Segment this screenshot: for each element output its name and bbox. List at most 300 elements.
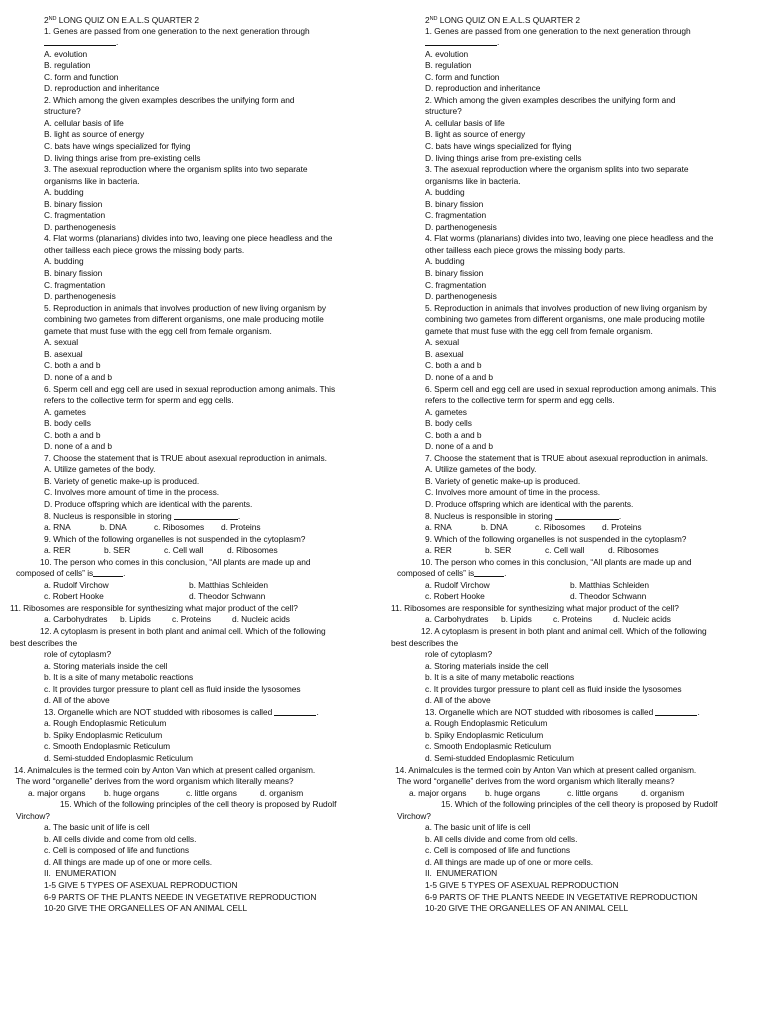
choice-text: b. Lipids [501,614,532,625]
quiz-line [10,210,382,222]
line-text: A. evolution [44,48,88,59]
line-text: 5. Reproduction in animals that involves production of new living organism by [425,302,707,313]
quiz-line [391,614,763,626]
line-text: D. Produce offspring which are identical with the parents. [44,498,253,509]
line-text: a. Rough Endoplasmic Reticulum [44,718,167,729]
choice-text: a. major organs [28,787,86,798]
line-text: A. budding [44,187,84,198]
quiz-body [391,26,763,915]
line-text: 6-9 PARTS OF THE PLANTS NEEDE IN VEGETATIVE REPRODUCTION [44,891,317,902]
line-text: C. fragmentation [44,210,106,221]
quiz-line [10,892,382,904]
line-text: B. binary fission [44,198,103,209]
quiz-line [10,349,382,361]
choice-text: c. Robert Hooke [44,591,104,602]
quiz-line [391,118,763,130]
quiz-line [391,868,763,880]
line-text: 8. Nucleus is responsible in storing [425,510,555,521]
line-text: A. gametes [44,406,86,417]
quiz-line [391,834,763,846]
line-text: A. evolution [425,48,469,59]
line-text: C. fragmentation [44,279,106,290]
quiz-line [10,245,382,257]
answer-blank [474,568,507,579]
quiz-line [391,245,763,257]
choice-text: c. Proteins [172,614,212,625]
line-text: 15. Which of the following principles of the cell theory is proposed by Rudolf [441,799,718,810]
quiz-line [391,418,763,430]
quiz-line [10,903,382,915]
line-text: C. bats have wings specialized for flying [44,141,191,152]
choice-text: d. Theodor Schwann [570,591,647,602]
quiz-line [391,880,763,892]
line-text: 7. Choose the statement that is TRUE about asexual reproduction in animals. [44,452,327,463]
line-text: best describes the [391,637,459,648]
line-text: b. All cells divide and come from old cells. [44,833,197,844]
line-text: b. All cells divide and come from old cells. [425,833,578,844]
choice-text: d. Theodor Schwann [189,591,266,602]
quiz-line [10,187,382,199]
quiz-line [10,268,382,280]
line-text: A. Utilize gametes of the body. [425,464,537,475]
quiz-title: 2ND LONG QUIZ ON E.A.L.S QUARTER 2 [425,15,581,25]
quiz-line [10,534,382,546]
line-text: 15. Which of the following principles of the cell theory is proposed by Rudolf [60,799,337,810]
line-text: c. Smooth Endoplasmic Reticulum [425,741,551,752]
line-text: B. Variety of genetic make-up is produced. [425,475,581,486]
line-text-end: . [316,706,319,717]
line-text: A. Utilize gametes of the body. [44,464,156,475]
line-text: 4. Flat worms (planarians) divides into two, leaving one piece headless and the [44,233,333,244]
line-text: 14. Animalcules is the termed coin by Anton Van which at present called organism. [395,764,697,775]
line-text: D. Produce offspring which are identical with the parents. [425,498,634,509]
quiz-line [391,857,763,869]
quiz-line [10,418,382,430]
quiz-line [391,603,763,615]
line-text: other tailless each piece grows the missing body parts. [425,244,626,255]
quiz-line [10,441,382,453]
choice-text: a. major organs [409,787,467,798]
quiz-line [391,26,763,38]
line-text: b. It is a site of many metabolic reactions [44,672,194,683]
line-text-end: . [116,37,119,48]
line-text: 14. Animalcules is the termed coin by Anton Van which at present called organism. [14,764,316,775]
quiz-line [391,372,763,384]
line-text: combining two gametes from different organisms, one male producing motile [425,314,705,325]
line-text: D. none of a and b [425,441,494,452]
line-text: B. light as source of energy [44,129,145,140]
line-text: 9. Which of the following organelles is not suspended in the cytoplasm? [44,533,306,544]
line-text: B. binary fission [425,198,484,209]
line-text: A. gametes [425,406,467,417]
choice-text: a. Rudolf Virchow [44,579,109,590]
quiz-line [10,522,382,534]
line-text: d. All things are made up of one or more cells. [44,856,213,867]
quiz-line [10,776,382,788]
line-text: C. both a and b [425,429,482,440]
quiz-line [391,326,763,338]
quiz-line [391,37,763,49]
line-text: B. regulation [425,60,472,71]
quiz-line [391,256,763,268]
line-text: 3. The asexual reproduction where the organism splits into two separate [44,164,308,175]
quiz-line [391,60,763,72]
quiz-line [391,453,763,465]
line-text: organisms like in bacteria. [425,175,521,186]
quiz-line [391,811,763,823]
quiz-line [391,360,763,372]
quiz-line [10,614,382,626]
quiz-line [10,845,382,857]
line-text: 11. Ribosomes are responsible for synthesizing what major product of the cell? [391,602,679,613]
quiz-line [391,280,763,292]
choice-text: b. SER [485,545,512,556]
quiz-line [10,280,382,292]
quiz-line [391,695,763,707]
quiz-line [391,430,763,442]
line-text: a. The basic unit of life is cell [425,822,531,833]
quiz-line [10,129,382,141]
choice-text: d. organism [260,787,304,798]
choice-text: b. huge organs [104,787,160,798]
line-text: refers to the collective term for sperm and egg cells. [44,395,234,406]
answer-blank [555,510,622,521]
quiz-line [391,499,763,511]
quiz-line [10,60,382,72]
line-text: II. ENUMERATION [44,868,117,879]
quiz-line [391,707,763,719]
quiz-line [10,83,382,95]
quiz-line [10,568,382,580]
quiz-line [10,372,382,384]
line-text: 4. Flat worms (planarians) divides into two, leaving one piece headless and the [425,233,714,244]
line-text: C. Involves more amount of time in the process. [44,487,219,498]
quiz-line [10,545,382,557]
choice-text: a. RNA [425,522,452,533]
line-text: structure? [44,106,81,117]
quiz-line [10,822,382,834]
line-text: D. reproduction and inheritance [425,83,541,94]
quiz-line [391,291,763,303]
quiz-line [10,511,382,523]
line-text: D. reproduction and inheritance [44,83,160,94]
quiz-line [10,638,382,650]
quiz-line [10,476,382,488]
line-text-end: . [123,568,126,579]
choice-text: b. SER [104,545,131,556]
line-text: C. fragmentation [425,279,487,290]
line-text: c. Cell is composed of life and functions [425,845,571,856]
line-text: 13. Organelle which are NOT studded with ribosomes is called [44,706,275,717]
quiz-line [10,684,382,696]
line-text: D. living things arise from pre-existing cells [425,152,582,163]
line-text: Virchow? [16,810,50,821]
quiz-line [391,580,763,592]
line-text: 1-5 GIVE 5 TYPES OF ASEXUAL REPRODUCTION [44,880,238,891]
line-text: 6. Sperm cell and egg cell are used in sexual reproduction among animals. This [425,383,717,394]
quiz-title: 2ND LONG QUIZ ON E.A.L.S QUARTER 2 [44,15,200,25]
quiz-line [10,164,382,176]
choice-text: a. RER [44,545,71,556]
quiz-line [391,661,763,673]
line-text: refers to the collective term for sperm and egg cells. [425,395,615,406]
choice-text: c. little organs [186,787,237,798]
choice-text: a. RNA [44,522,71,533]
line-text: best describes the [10,637,78,648]
line-text: 1. Genes are passed from one generation to the next generation through [44,25,310,36]
line-text: c. Cell is composed of life and functions [44,845,190,856]
quiz-line [391,649,763,661]
quiz-line [391,845,763,857]
line-text: 11. Ribosomes are responsible for synthesizing what major product of the cell? [10,602,298,613]
quiz-body [10,26,382,915]
quiz-line [10,672,382,684]
quiz-line [10,233,382,245]
quiz-line [10,626,382,638]
line-text: 7. Choose the statement that is TRUE about asexual reproduction in animals. [425,452,708,463]
line-text: 12. A cytoplasm is present in both plant and animal cell. Which of the following [40,625,326,636]
quiz-line [391,49,763,61]
line-text: b. Spiky Endoplasmic Reticulum [425,729,544,740]
quiz-line [391,106,763,118]
choice-text: d. Proteins [221,522,261,533]
quiz-line [10,557,382,569]
line-text: D. parthenogenesis [425,291,497,302]
line-text: c. Smooth Endoplasmic Reticulum [44,741,170,752]
line-text: B. light as source of energy [425,129,526,140]
line-text: A. cellular basis of life [44,117,124,128]
quiz-line [10,834,382,846]
line-text: 10-20 GIVE THE ORGANELLES OF AN ANIMAL CELL [425,903,629,914]
line-text: b. Spiky Endoplasmic Reticulum [44,729,163,740]
choice-text: d. organism [641,787,685,798]
quiz-line [10,765,382,777]
quiz-line [10,49,382,61]
quiz-line [391,903,763,915]
line-text: C. form and function [44,71,119,82]
quiz-line [10,222,382,234]
line-text: composed of cells” is [16,568,94,579]
line-text: a. The basic unit of life is cell [44,822,150,833]
choice-text: b. DNA [100,522,127,533]
quiz-line [10,199,382,211]
choice-text: c. Ribosomes [535,522,586,533]
line-text: C. bats have wings specialized for flying [425,141,572,152]
quiz-line [391,534,763,546]
choice-text: c. Proteins [553,614,593,625]
line-text: 10. The person who comes in this conclusion, “All plants are made up and [40,556,311,567]
quiz-line [10,360,382,372]
line-text: A. sexual [425,337,459,348]
line-text: gamete that must fuse with the egg cell from female organism. [44,325,272,336]
quiz-line [10,591,382,603]
line-text: B. body cells [425,418,472,429]
choice-text: c. Cell wall [545,545,585,556]
quiz-line [10,695,382,707]
line-text: 6. Sperm cell and egg cell are used in sexual reproduction among animals. This [44,383,336,394]
line-text: a. Storing materials inside the cell [425,660,549,671]
quiz-line [391,741,763,753]
quiz-line [10,649,382,661]
line-text: other tailless each piece grows the missing body parts. [44,244,245,255]
quiz-line [10,464,382,476]
quiz-line [391,568,763,580]
choice-text: d. Ribosomes [608,545,659,556]
quiz-line [10,499,382,511]
quiz-line [391,83,763,95]
answer-blank [93,568,126,579]
quiz-line [10,384,382,396]
line-text-end: . [618,510,622,521]
quiz-line [391,95,763,107]
quiz-line [391,164,763,176]
quiz-line [391,337,763,349]
line-text: 8. Nucleus is responsible in storing [44,510,174,521]
line-text: organisms like in bacteria. [44,175,140,186]
quiz-line [391,799,763,811]
line-text: d. All of the above [44,695,110,706]
quiz-line [391,233,763,245]
line-text: 12. A cytoplasm is present in both plant and animal cell. Which of the following [421,625,707,636]
quiz-line [10,880,382,892]
line-text: C. both a and b [44,429,101,440]
line-text: C. fragmentation [425,210,487,221]
quiz-line [391,153,763,165]
quiz-line [391,72,763,84]
quiz-line [10,95,382,107]
line-text: composed of cells” is [397,568,475,579]
quiz-line [391,730,763,742]
quiz-line [391,765,763,777]
quiz-line [10,141,382,153]
line-text: A. budding [44,256,84,267]
quiz-line [10,730,382,742]
choice-text: b. huge organs [485,787,541,798]
answer-blank [274,706,319,717]
quiz-line [10,857,382,869]
line-text: 5. Reproduction in animals that involves production of new living organism by [44,302,326,313]
line-text: A. sexual [44,337,78,348]
line-text: d. All things are made up of one or more cells. [425,856,594,867]
line-text: The word “organelle” derives from the word organism which literally means? [397,776,675,787]
quiz-line [391,129,763,141]
line-text: Virchow? [397,810,431,821]
quiz-line [391,684,763,696]
quiz-line [10,718,382,730]
quiz-line [391,788,763,800]
line-text: c. It provides turgor pressure to plant cell as fluid inside the lysosomes [44,683,301,694]
line-text: c. It provides turgor pressure to plant cell as fluid inside the lysosomes [425,683,682,694]
quiz-line [10,788,382,800]
line-text: D. parthenogenesis [425,221,497,232]
quiz-line [10,37,382,49]
quiz-line [391,384,763,396]
answer-blank [655,706,700,717]
quiz-line [10,337,382,349]
line-text: 10-20 GIVE THE ORGANELLES OF AN ANIMAL CELL [44,903,248,914]
line-text: 1-5 GIVE 5 TYPES OF ASEXUAL REPRODUCTION [425,880,619,891]
quiz-line [391,545,763,557]
line-text: II. ENUMERATION [425,868,498,879]
quiz-line [391,222,763,234]
quiz-line [391,395,763,407]
choice-text: c. Ribosomes [154,522,205,533]
quiz-line [10,314,382,326]
quiz-line [391,441,763,453]
choice-text: a. Carbohydrates [44,614,108,625]
line-text: 3. The asexual reproduction where the organism splits into two separate [425,164,689,175]
quiz-line [10,176,382,188]
quiz-line [10,603,382,615]
line-text: B. asexual [44,348,83,359]
quiz-line [10,256,382,268]
quiz-line [391,626,763,638]
quiz-line [391,303,763,315]
quiz-line [10,580,382,592]
quiz-line [10,303,382,315]
line-text: d. All of the above [425,695,491,706]
choice-text: a. Rudolf Virchow [425,579,490,590]
quiz-line [10,395,382,407]
line-text: B. Variety of genetic make-up is produced. [44,475,200,486]
choice-text: b. Matthias Schleiden [570,579,650,590]
line-text: B. regulation [44,60,91,71]
quiz-line [10,868,382,880]
quiz-line [10,326,382,338]
line-text-end: . [497,37,500,48]
quiz-line [10,118,382,130]
quiz-line [391,511,763,523]
quiz-line [10,661,382,673]
line-text: The word “organelle” derives from the word organism which literally means? [16,776,294,787]
quiz-line [391,822,763,834]
quiz-line [391,522,763,534]
answer-blank [44,37,119,48]
line-text: 2. Which among the given examples describes the unifying form and [425,94,676,105]
quiz-copy-right [391,14,763,915]
quiz-line [391,672,763,684]
answer-blank [425,37,500,48]
quiz-line [391,718,763,730]
line-text: d. Semi-studded Endoplasmic Reticulum [425,753,574,763]
choice-text: d. Ribosomes [227,545,278,556]
line-text: A. cellular basis of life [425,117,505,128]
line-text: B. asexual [425,348,464,359]
line-text: D. living things arise from pre-existing cells [44,152,201,163]
quiz-line [391,187,763,199]
choice-text: a. RER [425,545,452,556]
line-text: A. budding [425,256,465,267]
choice-text: d. Proteins [602,522,642,533]
quiz-line [391,776,763,788]
line-text: 9. Which of the following organelles is not suspended in the cytoplasm? [425,533,687,544]
line-text: role of cytoplasm? [425,649,493,660]
line-text: C. Involves more amount of time in the process. [425,487,600,498]
choice-text: d. Nucleic acids [232,614,290,625]
line-text: D. none of a and b [44,441,113,452]
line-text: C. form and function [425,71,500,82]
quiz-line [391,464,763,476]
quiz-line [391,314,763,326]
line-text: structure? [425,106,462,117]
quiz-line [10,799,382,811]
line-text: 1. Genes are passed from one generation to the next generation through [425,25,691,36]
quiz-line [10,741,382,753]
line-text: 6-9 PARTS OF THE PLANTS NEEDE IN VEGETATIVE REPRODUCTION [425,891,698,902]
quiz-line [10,106,382,118]
line-text-end: . [504,568,507,579]
line-text: A. budding [425,187,465,198]
